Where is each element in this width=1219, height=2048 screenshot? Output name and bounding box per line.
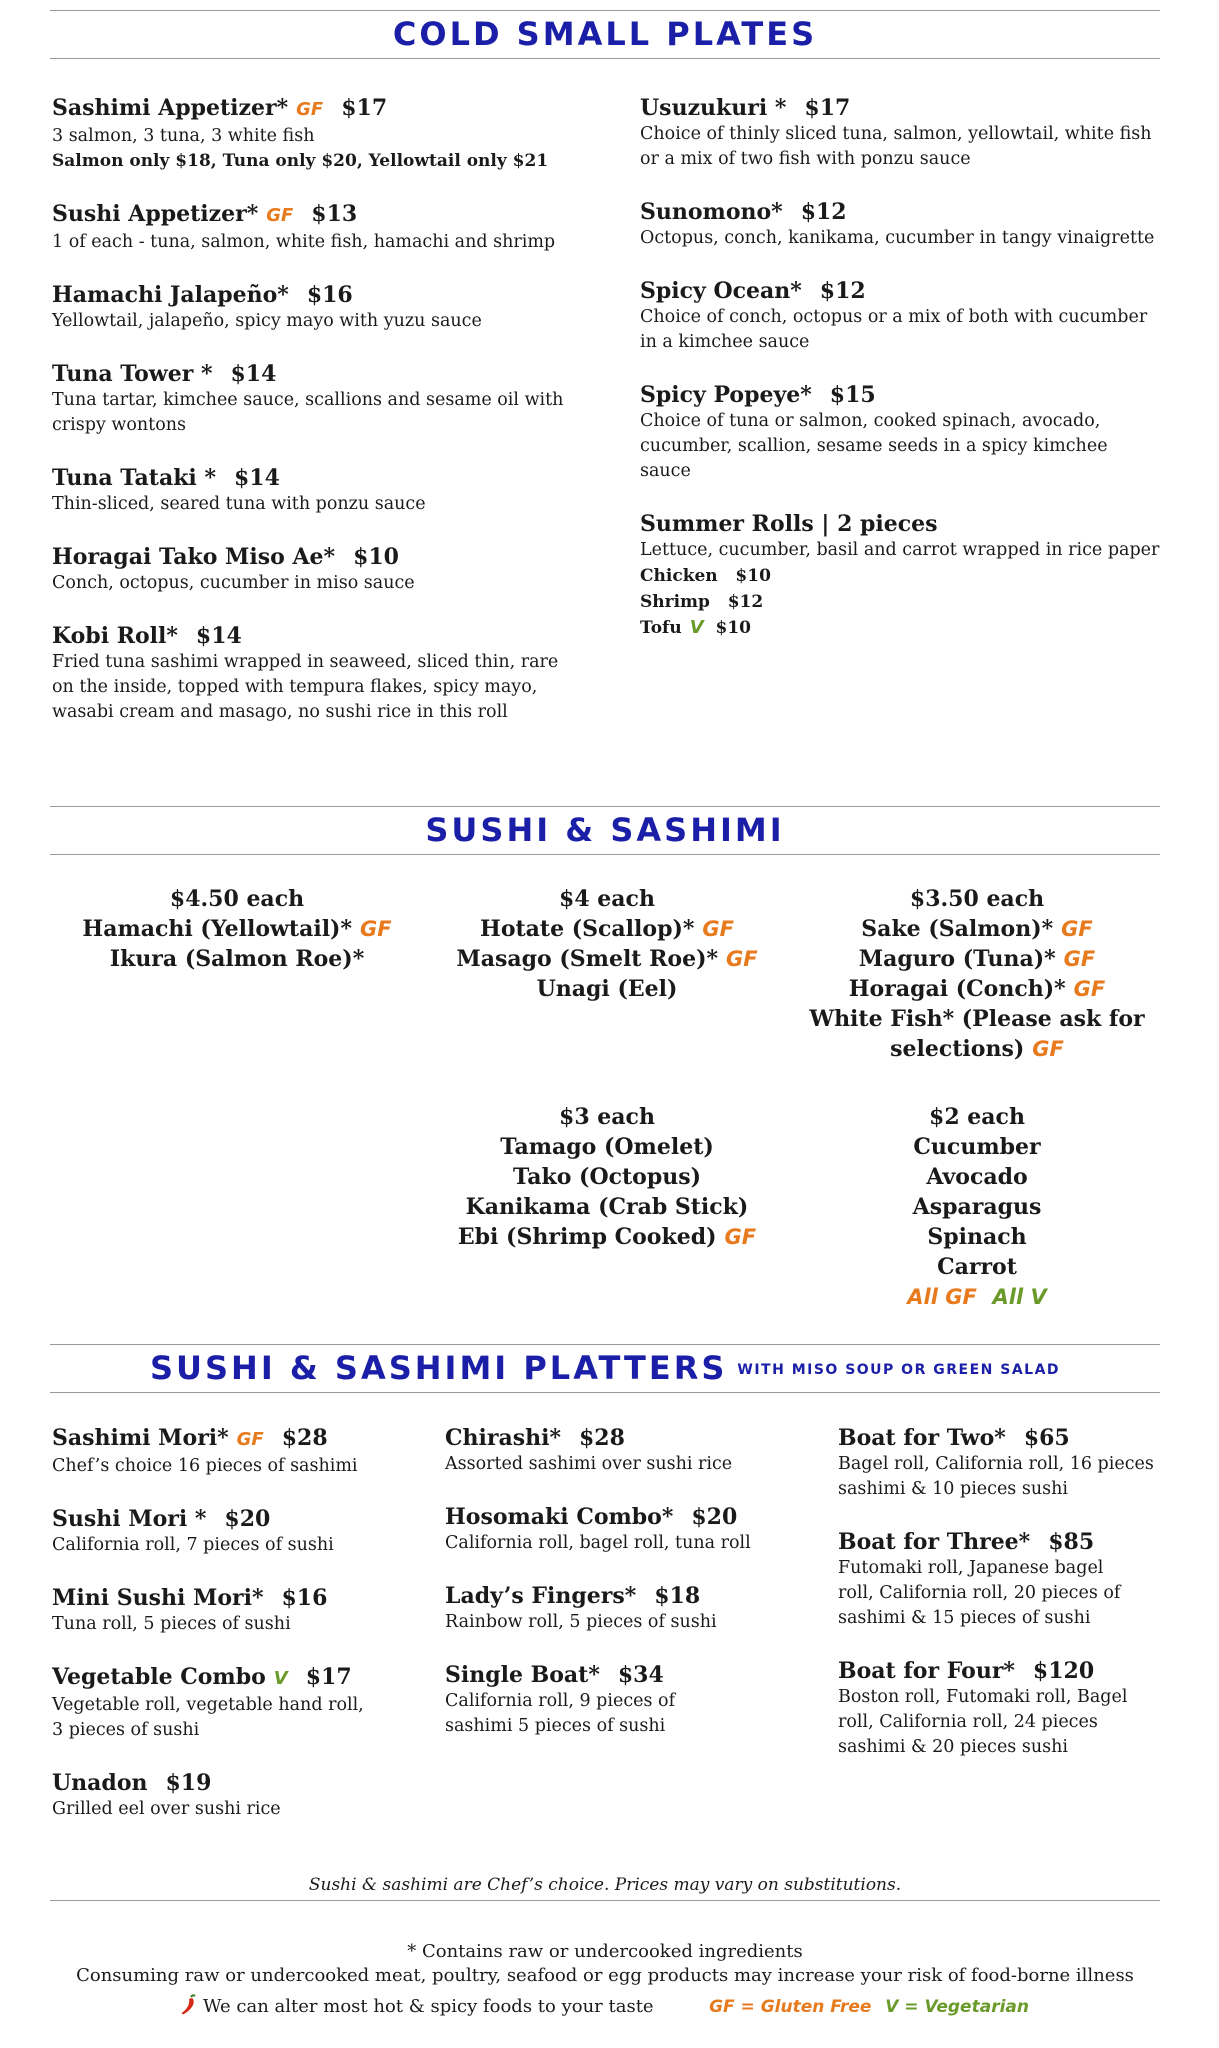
menu-item <box>52 281 572 334</box>
menu-item <box>640 277 1160 355</box>
cold-plates-right-column <box>640 94 1160 667</box>
item-description: 3 salmon, 3 tuna, 3 white fish <box>52 126 315 146</box>
platters-bottom-rule <box>50 1392 1160 1393</box>
sushi-bottom-rule <box>50 854 1160 855</box>
menu-item <box>52 94 572 174</box>
item-description: 1 of each - tuna, salmon, white fish, hamachi and shrimp <box>52 232 556 252</box>
menu-item <box>640 198 1160 251</box>
item-name: Summer Rolls | 2 pieces <box>640 511 938 537</box>
sushi-item: Spinach <box>927 1224 1027 1250</box>
item-price: $12 <box>819 278 866 304</box>
item-name: Sushi Appetizer* <box>52 201 259 227</box>
sushi-item: Masago (Smelt Roe)* GF <box>456 946 758 972</box>
vegetarian-badge: All V <box>992 1285 1047 1309</box>
summer-roll-option: Chicken $10 <box>640 566 771 586</box>
item-description: Choice of thinly sliced tuna, salmon, yellowtail, white fish or a mix of two fish with ponzu sauce <box>640 124 1152 169</box>
item-name: Tuna Tataki * <box>52 465 216 491</box>
cold-plates-left-column <box>52 94 572 751</box>
sushi-sashimi-heading: SUSHI & SASHIMI <box>425 811 785 849</box>
item-description: Tuna tartar, kimchee sauce, scallions and sesame oil with crispy wontons <box>52 390 564 435</box>
health-warning: Consuming raw or undercooked meat, poultry, seafood or egg products may increase your risk of food-borne illness <box>76 1965 1134 1986</box>
item-name: Horagai Tako Miso Ae* <box>52 544 336 570</box>
sushi-item: Hotate (Scallop)* GF <box>480 916 734 942</box>
tier-price: $3.50 each <box>909 886 1045 912</box>
sushi-item: Cucumber <box>913 1134 1041 1160</box>
vegetarian-badge: V <box>689 617 704 638</box>
gluten-free-badge: GF <box>266 205 294 226</box>
platters-column-1: Sashimi Mori* GF $28 Chef’s choice 16 pieces of sashimi Sushi Mori * $20 California roll, 7 pieces of sushi Mini Sushi Mori* $16 Tuna roll, 5 pieces of sushi Vegetable Combo V $17 Vegetable roll, vegetable hand roll, 3 pieces of sushi Unadon $19 Grilled eel over sushi rice <box>52 1425 364 1819</box>
sushi-item: White Fish* (Please ask for <box>809 1006 1145 1032</box>
menu-item <box>52 622 572 725</box>
sushi-column-450 <box>52 884 422 974</box>
item-name: Sunomono* <box>640 199 783 225</box>
item-name: Tuna Tower * <box>52 361 213 387</box>
platters-subtitle: WITH MISO SOUP OR GREEN SALAD <box>737 1362 1061 1378</box>
platters-column-2: Chirashi* $28 Assorted sashimi over sushi rice Hosomaki Combo* $20 California roll, bagel roll, tuna roll Lady’s Fingers* $18 Rainbow roll, 5 pieces of sushi Single Boat* $34 California roll, 9 pieces of sashimi 5 pieces of sushi <box>445 1425 751 1736</box>
sushi-column-3 <box>422 1102 792 1252</box>
sushi-item: Kanikama (Crab Stick) <box>465 1194 749 1220</box>
sushi-item: Tamago (Omelet) <box>500 1134 714 1160</box>
tier-price: $4.50 each <box>169 886 305 912</box>
item-name: Sashimi Appetizer* <box>52 95 289 121</box>
sushi-item: Carrot <box>937 1254 1017 1280</box>
item-price: $14 <box>230 361 277 387</box>
all-tags <box>792 1282 1162 1312</box>
platters-top-rule <box>50 1344 1160 1345</box>
sushi-item: Asparagus <box>912 1194 1042 1220</box>
tier-price: $2 each <box>929 1104 1025 1130</box>
sushi-column-2 <box>792 1102 1162 1312</box>
item-description: Fried tuna sashimi wrapped in seaweed, sliced thin, rare on the inside, topped with tempura flakes, spicy mayo, wasabi cream and masago, no sushi rice in this roll <box>52 652 559 722</box>
menu-item <box>52 360 572 438</box>
spicy-note: We can alter most hot & spicy foods to your taste <box>203 1996 654 2017</box>
summer-roll-option: Shrimp $12 <box>640 592 764 612</box>
sushi-column-350 <box>792 884 1162 1064</box>
top-rule <box>50 10 1160 11</box>
sushi-column-4 <box>422 884 792 1004</box>
cold-plates-heading: COLD SMALL PLATES <box>392 15 818 53</box>
item-price: $15 <box>829 382 876 408</box>
menu-item <box>52 464 572 517</box>
item-price: $14 <box>233 465 280 491</box>
sushi-item: Ebi (Shrimp Cooked) GF <box>457 1224 757 1250</box>
item-name: Spicy Ocean* <box>640 278 802 304</box>
tier-price: $4 each <box>559 886 655 912</box>
platters-heading: SUSHI & SASHIMI PLATTERS WITH MISO SOUP OR GREEN SALAD <box>149 1349 1061 1387</box>
item-description: Choice of tuna or salmon, cooked spinach, avocado, cucumber, scallion, sesame seeds in a spicy kimchee sauce <box>640 411 1108 481</box>
item-price: $17 <box>804 95 851 121</box>
menu-item <box>640 510 1160 641</box>
sushi-item: Maguro (Tuna)* GF <box>858 946 1096 972</box>
gluten-free-badge: All GF <box>907 1285 977 1309</box>
item-name: Kobi Roll* <box>52 623 178 649</box>
item-description: Octopus, conch, kanikama, cucumber in tangy vinaigrette <box>640 228 1155 248</box>
item-extra: Salmon only $18, Tuna only $20, Yellowtail only $21 <box>52 151 549 171</box>
item-price: $16 <box>306 282 353 308</box>
platters-column-3: Boat for Two* $65 Bagel roll, California roll, 16 pieces sashimi & 10 pieces sushi Boat for Three* $85 Futomaki roll, Japanese bagel roll, California roll, 20 pieces of sashimi & 15 pieces of sushi Boat for Four* $120 Boston roll, Futomaki roll, Bagel roll, California roll, 24 pieces sashimi & 20 pieces sushi <box>838 1425 1154 1757</box>
sushi-item: Tako (Octopus) <box>512 1164 702 1190</box>
chili-pepper-icon <box>181 1994 197 2016</box>
sushi-item: Ikura (Salmon Roe)* <box>109 946 365 972</box>
sushi-item: selections) GF <box>890 1036 1064 1062</box>
sushi-item: Avocado <box>926 1164 1028 1190</box>
footer-rule <box>50 1900 1160 1901</box>
sushi-item: Sake (Salmon)* GF <box>861 916 1093 942</box>
item-description: Conch, octopus, cucumber in miso sauce <box>52 573 415 593</box>
gf-legend: GF = Gluten Free <box>709 1997 872 2017</box>
item-description: Yellowtail, jalapeño, spicy mayo with yuzu sauce <box>52 311 482 331</box>
platters-note: Sushi & sashimi are Chef’s choice. Prices may vary on substitutions. <box>308 1875 902 1895</box>
menu-item <box>640 381 1160 484</box>
sushi-item: Hamachi (Yellowtail)* GF <box>82 916 392 942</box>
item-description: Choice of conch, octopus or a mix of both with cucumber in a kimchee sauce <box>640 307 1148 352</box>
sushi-item: Unagi (Eel) <box>536 976 678 1002</box>
item-name: Usuzukuri * <box>640 95 787 121</box>
item-name: Spicy Popeye* <box>640 382 812 408</box>
cold-plates-rule <box>50 58 1160 59</box>
item-description: Lettuce, cucumber, basil and carrot wrapped in rice paper <box>640 540 1160 560</box>
item-description: Thin-sliced, seared tuna with ponzu sauce <box>52 494 426 514</box>
raw-notice: * Contains raw or undercooked ingredients <box>407 1941 803 1962</box>
menu-item <box>52 200 572 255</box>
item-name: Hamachi Jalapeño* <box>52 282 289 308</box>
sushi-top-rule <box>50 806 1160 807</box>
item-price: $14 <box>195 623 242 649</box>
item-price: $12 <box>800 199 847 225</box>
item-price: $13 <box>311 201 358 227</box>
summer-roll-option: Tofu V $10 <box>640 617 751 638</box>
item-price: $10 <box>353 544 399 570</box>
legend-line <box>50 1994 1160 2020</box>
item-price: $17 <box>341 95 388 121</box>
v-legend: V = Vegetarian <box>885 1997 1029 2017</box>
menu-item <box>52 543 572 596</box>
menu-item <box>640 94 1160 172</box>
gluten-free-badge: GF <box>296 99 324 120</box>
tier-price: $3 each <box>559 1104 655 1130</box>
sushi-item: Horagai (Conch)* GF <box>848 976 1106 1002</box>
